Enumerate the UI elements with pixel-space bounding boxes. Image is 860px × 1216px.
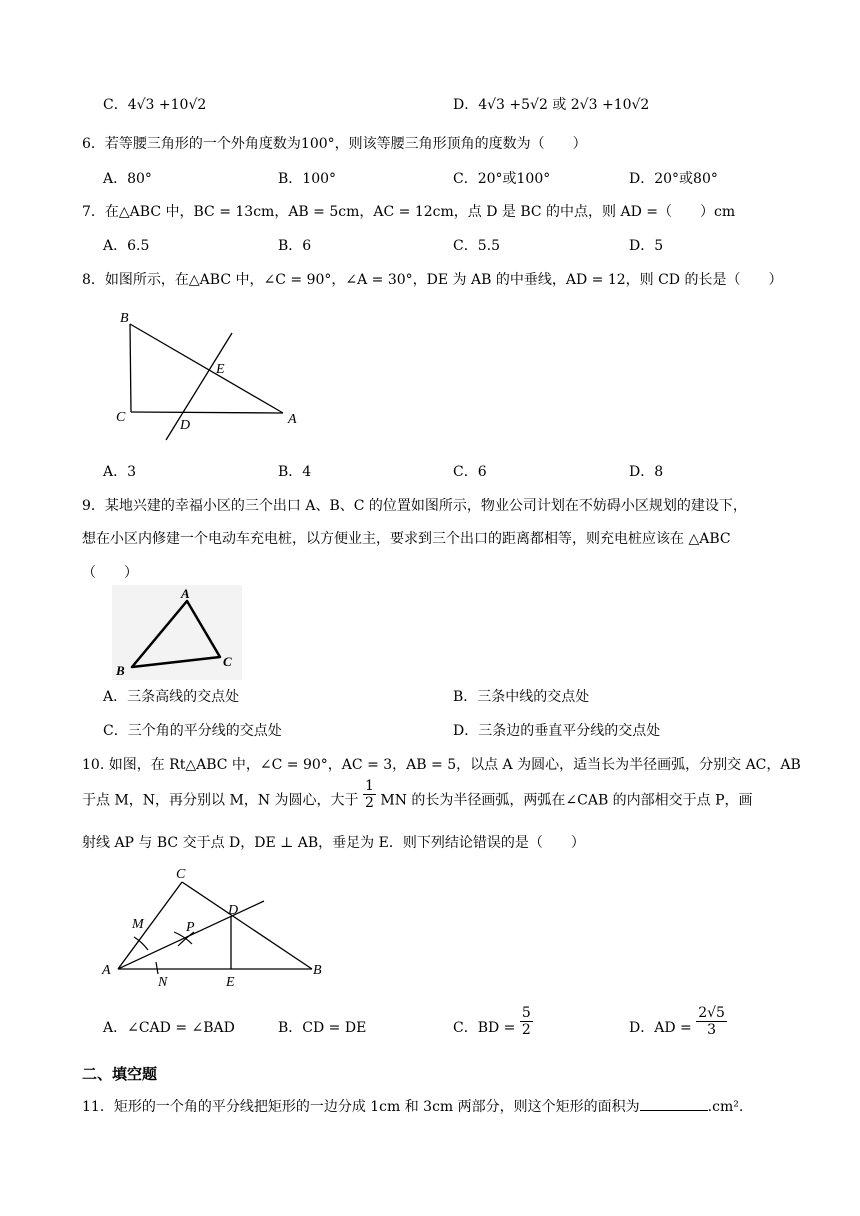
q10-option-d-fraction: [696, 1005, 727, 1038]
q9-stem-line3: （ ）: [82, 565, 138, 581]
q9-stem-line2: 想在小区内修建一个电动车充电桩，以方便业主，要求到三个出口的距离都相等，则充电桩应该在 △ABC: [82, 531, 731, 547]
q8-option-a: A．3: [103, 464, 137, 480]
q11-stem-line: [82, 1096, 743, 1117]
q10-frac-den: 2: [364, 795, 374, 811]
q10-option-c-prefix: C．BD =: [453, 1020, 516, 1036]
q9-label-b: B: [116, 663, 125, 678]
q6-stem: 6．若等腰三角形的一个外角度数为100°，则该等腰三角形顶角的度数为（ ）: [82, 136, 587, 152]
q9-figure: [112, 585, 242, 680]
q10-option-b: B．CD = DE: [278, 1020, 367, 1036]
q8-option-c: C．6: [453, 464, 487, 480]
q8-label-c: C: [116, 410, 126, 425]
q6-option-b: B．100°: [278, 171, 337, 187]
q8-option-b: B．4: [278, 464, 312, 480]
q8-label-b: B: [120, 311, 129, 326]
q10-stem-line2-b: MN 的长为半径画弧，两弧在∠CAB 的内部相交于点 P，画: [380, 792, 753, 809]
q9-label-c: C: [223, 654, 232, 669]
q10-option-d-den: 3: [707, 1021, 717, 1038]
q10-label-p: P: [186, 920, 195, 935]
q10-fraction-half: [363, 778, 376, 811]
q8-label-a: A: [288, 412, 297, 427]
q7-stem: 7．在△ABC 中，BC = 13cm，AB = 5cm，AC = 12cm，点 D 是 BC 的中点，则 AD =（ ）cm: [82, 204, 736, 220]
q10-frac-num: 1: [364, 778, 374, 794]
q10-stem-line2-a: 于点 M，N，再分别以 M，N 为圆心，大于: [82, 792, 359, 809]
q10-stem-line3: 射线 AP 与 BC 交于点 D，DE ⊥ AB，垂足为 E．则下列结论错误的是（ ）: [82, 835, 585, 851]
q7-option-a: A．6.5: [103, 238, 150, 254]
q9-option-a: A．三条高线的交点处: [103, 689, 240, 705]
q11-answer-blank[interactable]: [640, 1096, 708, 1111]
q8-label-d: D: [180, 418, 191, 433]
q9-stem-line1: 9．某地兴建的幸福小区的三个出口 A、B、C 的位置如图所示，物业公司计划在不妨碍小区规划的建设下，: [82, 498, 747, 514]
q8-stem: 8．如图所示，在△ABC 中，∠C = 90°，∠A = 30°，DE 为 AB 的中垂线，AD = 12，则 CD 的长是（ ）: [82, 272, 783, 288]
q6-option-c: C．20°或100°: [453, 171, 551, 187]
q7-option-d: D．5: [629, 238, 664, 254]
q10-label-c: C: [176, 867, 186, 882]
q10-option-c: [453, 1004, 533, 1038]
q8-option-d: D．8: [629, 464, 664, 480]
section-title-fill-in: 二、填空题: [82, 1065, 158, 1083]
q10-label-b: B: [313, 963, 322, 978]
q10-label-n: N: [158, 975, 168, 990]
q10-option-a: A．∠CAD = ∠BAD: [103, 1020, 235, 1036]
q8-figure: [110, 305, 310, 445]
q10-option-c-den: 2: [521, 1021, 531, 1038]
q10-option-d: [629, 1004, 727, 1038]
q10-stem-line2: [82, 778, 753, 811]
q10-label-e: E: [226, 975, 235, 990]
q10-option-c-num: 5: [521, 1004, 531, 1021]
q10-figure: [98, 862, 338, 992]
q6-option-d: D．20°或80°: [629, 171, 718, 187]
q10-option-d-num: 2√5: [698, 1004, 725, 1021]
q9-label-a: A: [181, 586, 190, 601]
q10-stem-line1: 10. 如图，在 Rt△ABC 中，∠C = 90°，AC = 3，AB = 5，以点 A 为圆心，适当长为半径画弧，分别交 AC，AB: [82, 757, 801, 773]
q5-option-d: D．4√3 +5√2 或 2√3 +10√2: [453, 97, 650, 113]
q10-label-m: M: [132, 917, 144, 932]
q6-option-a: A．80°: [103, 171, 152, 187]
q9-option-c: C．三个角的平分线的交点处: [103, 723, 282, 739]
q10-option-d-prefix: D．AD =: [629, 1020, 692, 1036]
q10-label-d: D: [228, 903, 239, 918]
q8-label-e: E: [216, 362, 225, 377]
q10-label-a: A: [102, 963, 111, 978]
q10-option-c-fraction: [520, 1005, 533, 1038]
q9-option-b: B．三条中线的交点处: [453, 689, 590, 705]
q7-option-c: C．5.5: [453, 238, 500, 254]
q5-option-c: C．4√3 +10√2: [103, 97, 207, 113]
q11-stem: 11．矩形的一个角的平分线把矩形的一边分成 1cm 和 3cm 两部分，则这个矩形的面积为: [82, 1099, 640, 1115]
q9-option-d: D．三条边的垂直平分线的交点处: [453, 723, 661, 739]
q11-unit: .cm².: [707, 1099, 744, 1115]
q7-option-b: B．6: [278, 238, 312, 254]
